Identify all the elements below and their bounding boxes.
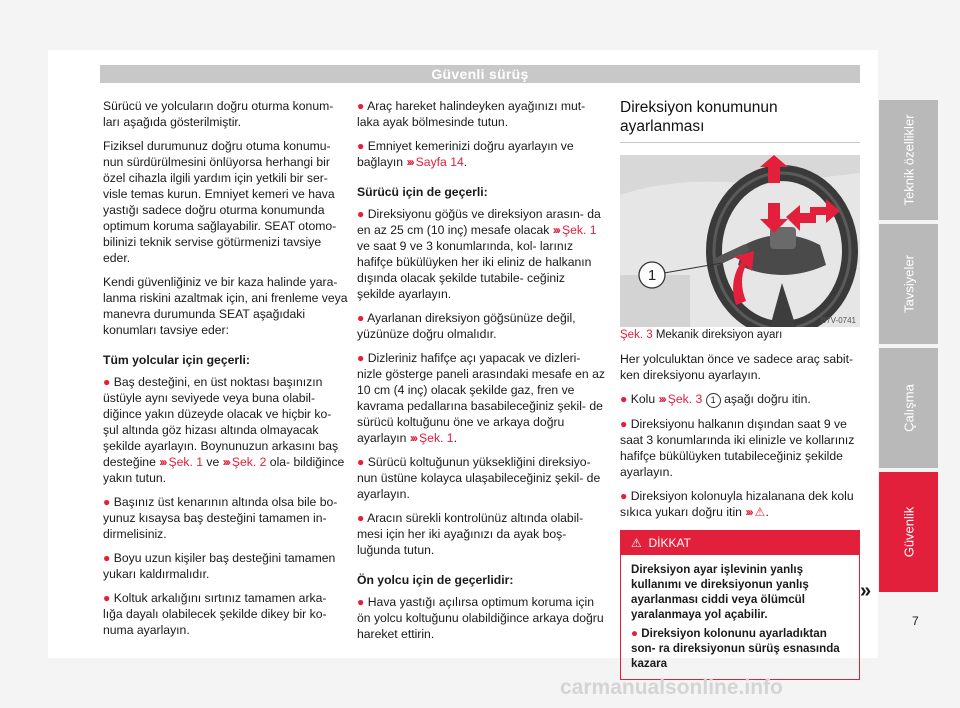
bullet-item: ● Kolu ››› Şek. 3 1 aşağı doğru itin. xyxy=(620,392,811,406)
paragraph: Fiziksel durumunuz doğru otuma konumu- nun sürdürülmesini önlüyorsa herhangi bir özel cihazla ilgili yardım için yetkili bir ser- visle temas kurun. Emniyet kemeri ve hava yastığı sadece doğru oturma konumunda optimum koruma sağlayabilir. SEAT otomo- bilinizi teknik servise götürmenizi tavsiye eder. xyxy=(103,139,337,265)
bullet-item: ● Aracın sürekli kontrolünüz altında olabil- mesi için her iki ayağınızı da ayak boş- luğunda tutun. xyxy=(357,511,584,557)
warning-box xyxy=(620,530,860,680)
page-number: 7 xyxy=(912,614,919,628)
tab-tavsiyeler[interactable]: Tavsiyeler xyxy=(879,224,938,344)
bullet-icon: ● xyxy=(103,495,114,509)
warning-body xyxy=(621,555,859,679)
subheading: Tüm yolcular için geçerli: xyxy=(103,353,250,367)
watermark: carmanualsonline.info xyxy=(560,676,783,699)
bullet-item: ● Dizleriniz hafifçe açı yapacak ve dizleri- nizle gösterge paneli arasındaki mesafe en az 10 cm (4 inç) olacak şekilde gaz, fren ve kavrama pedallarına basabileceğiniz şekil- de sürücü koltuğunu öne ve arkaya doğru ayarlayın ››› Şek. 1. xyxy=(357,351,605,445)
tab-teknik-ozellikler[interactable]: Teknik özellikler xyxy=(879,100,938,220)
bullet-item: ● Direksiyonu halkanın dışından saat 9 ve saat 3 konumlarında iki elinizle ve kollarınız hafifçe bükülüyken tutabileceğiniz şekilde ayarlayın. xyxy=(620,417,855,479)
bullet-icon: ● xyxy=(357,207,368,221)
paragraph: Her yolculuktan önce ve sadece araç sabit- ken direksiyonu ayarlayın. xyxy=(620,352,854,382)
bullet-item: ● Direksiyonu göğüs ve direksiyon arasın- da en az 25 cm (10 inç) mesafe olacak ››› Şek. 1 ve saat 9 ve 3 konumlarında, kol- larınız hafifçe bükülüyken her iki eliniz de halkanın dışında olacak şekilde tutabile- ceğiniz şekilde ayarlayın. xyxy=(357,207,601,301)
tab-calisma[interactable]: Çalışma xyxy=(879,348,938,468)
bullet-item: ● Ayarlanan direksiyon göğsünüze değil, yüzünüze doğru olmalıdır. xyxy=(357,311,576,341)
bullet-icon: ● xyxy=(620,417,631,431)
reference-arrow-icon: ››› xyxy=(222,455,229,469)
reference-arrow-icon: ››› xyxy=(658,392,665,406)
bullet-icon: ● xyxy=(103,591,114,605)
reference-arrow-icon: ››› xyxy=(406,155,413,169)
steering-wheel-figure xyxy=(620,155,860,327)
bullet-icon: ● xyxy=(357,455,368,469)
reference-arrow-icon: ››› xyxy=(159,455,166,469)
figure-callout: 1 xyxy=(647,267,657,284)
continue-arrow-icon: » xyxy=(860,580,872,602)
warning-triangle-icon[interactable]: ⚠ xyxy=(754,505,766,519)
subheading: Ön yolcu için de geçerlidir: xyxy=(357,573,514,587)
bullet-icon: ● xyxy=(357,595,368,609)
bullet-item: ● Hava yastığı açılırsa optimum koruma için ön yolcu koltuğunu olabildiğince arkaya doğru hareket ettirin. xyxy=(357,595,604,641)
bullet-item: ● Koltuk arkalığını sırtınız tamamen arka- lığa dayalı olabilecek şekilde dikey bir ko- numa ayarlayın. xyxy=(103,591,327,637)
section-title: Direksiyon konumunun ayarlanması xyxy=(620,98,860,143)
reference-arrow-icon: ››› xyxy=(409,431,417,445)
callout-number: 1 xyxy=(706,393,721,408)
bullet-item: ● Emniyet kemerinizi doğru ayarlayın ve bağlayın ››› Sayfa 14. xyxy=(357,139,574,169)
figure-link[interactable]: Şek. 1 xyxy=(168,455,203,469)
bullet-item: ● Sürücü koltuğunun yüksekliğini direksiyo- nun üstüne kolayca ulaşabileceğiniz şekil- de ayarlayın. xyxy=(357,455,601,501)
figure-link[interactable]: Şek. 2 xyxy=(231,455,267,469)
figure-link[interactable]: Şek. 3 xyxy=(667,392,703,406)
bullet-icon: ● xyxy=(357,511,368,525)
warning-header: ⚠ DİKKAT xyxy=(621,531,859,555)
bullet-icon: ● xyxy=(620,392,631,406)
page-header: Güvenli sürüş xyxy=(100,65,860,83)
bullet-icon: ● xyxy=(631,627,642,640)
reference-arrow-icon: ››› xyxy=(745,505,752,519)
bullet-item: ● Başınız üst kenarının altında olsa bile bo- yunuz kısaysa baş desteğini tamamen in- dirmelisiniz. xyxy=(103,495,338,541)
paragraph: Sürücü ve yolcuların doğru oturma konum- ları aşağıda gösterilmiştir. xyxy=(103,99,334,129)
bullet-icon: ● xyxy=(103,375,114,389)
warning-bullet: ● Direksiyon kolonunu ayarladıktan son- ra direksiyonun sürüş esnasında kazara xyxy=(631,627,840,670)
reference-arrow-icon: ››› xyxy=(552,223,559,237)
figure-code: B7V-0741 xyxy=(820,316,856,325)
bullet-item: ● Baş desteğini, en üst noktası başınızın üstüyle aynı seviyede veya buna olabil- diğince yakın düzeyde olacak ve hiçbir ko- şul altında göz hizası altında olmayacak şekilde ayarlayın. Boynunuzun arkasını baş desteğine ››› Şek. 1 ve ››› Şek. 2 ola- bildiğince yakın tutun. xyxy=(103,375,345,485)
bullet-item: ● Araç hareket halindeyken ayağınızı mut- laka ayak bölmesinde tutun. xyxy=(357,99,586,129)
bullet-icon: ● xyxy=(357,311,368,325)
warning-triangle-icon: ⚠ xyxy=(631,536,642,550)
column-3 xyxy=(620,98,860,680)
subheading: Sürücü için de geçerli: xyxy=(357,185,488,199)
column-1 xyxy=(103,98,348,646)
bullet-icon: ● xyxy=(103,551,114,565)
figure-label: Şek. 3 xyxy=(620,329,653,341)
warning-text: Direksiyon ayar işlevinin yanlış kullanımı ve direksiyonun yanlış ayarlanması ciddi veya ölümcül yaralanmaya yol açabilir. xyxy=(631,563,809,621)
bullet-icon: ● xyxy=(620,489,631,503)
figure-link[interactable]: Şek. 1 xyxy=(419,431,454,445)
bullet-icon: ● xyxy=(357,351,368,365)
figure-link[interactable]: Şek. 1 xyxy=(561,223,597,237)
figure-caption: Şek. 3 Mekanik direksiyon ayarı xyxy=(620,329,783,341)
steering-wheel-illustration xyxy=(620,155,860,327)
paragraph: Kendi güvenliğiniz ve bir kaza halinde yara- lanma riskini azaltmak için, ani frenleme veya manevra durumunda SEAT aşağıdaki konumları tavsiye eder: xyxy=(103,275,348,337)
bullet-icon: ● xyxy=(357,99,368,113)
bullet-icon: ● xyxy=(357,139,368,153)
column-2 xyxy=(357,98,605,650)
bullet-item: ● Direksiyon kolonuyla hizalanana dek kolu sıkıca yukarı doğru itin ››› ⚠. xyxy=(620,489,854,519)
tab-guvenlik[interactable]: Güvenlik xyxy=(879,472,938,592)
bullet-item: ● Boyu uzun kişiler baş desteğini tamamen yukarı kaldırmalıdır. xyxy=(103,551,336,581)
page-link[interactable]: Sayfa 14 xyxy=(415,155,464,169)
